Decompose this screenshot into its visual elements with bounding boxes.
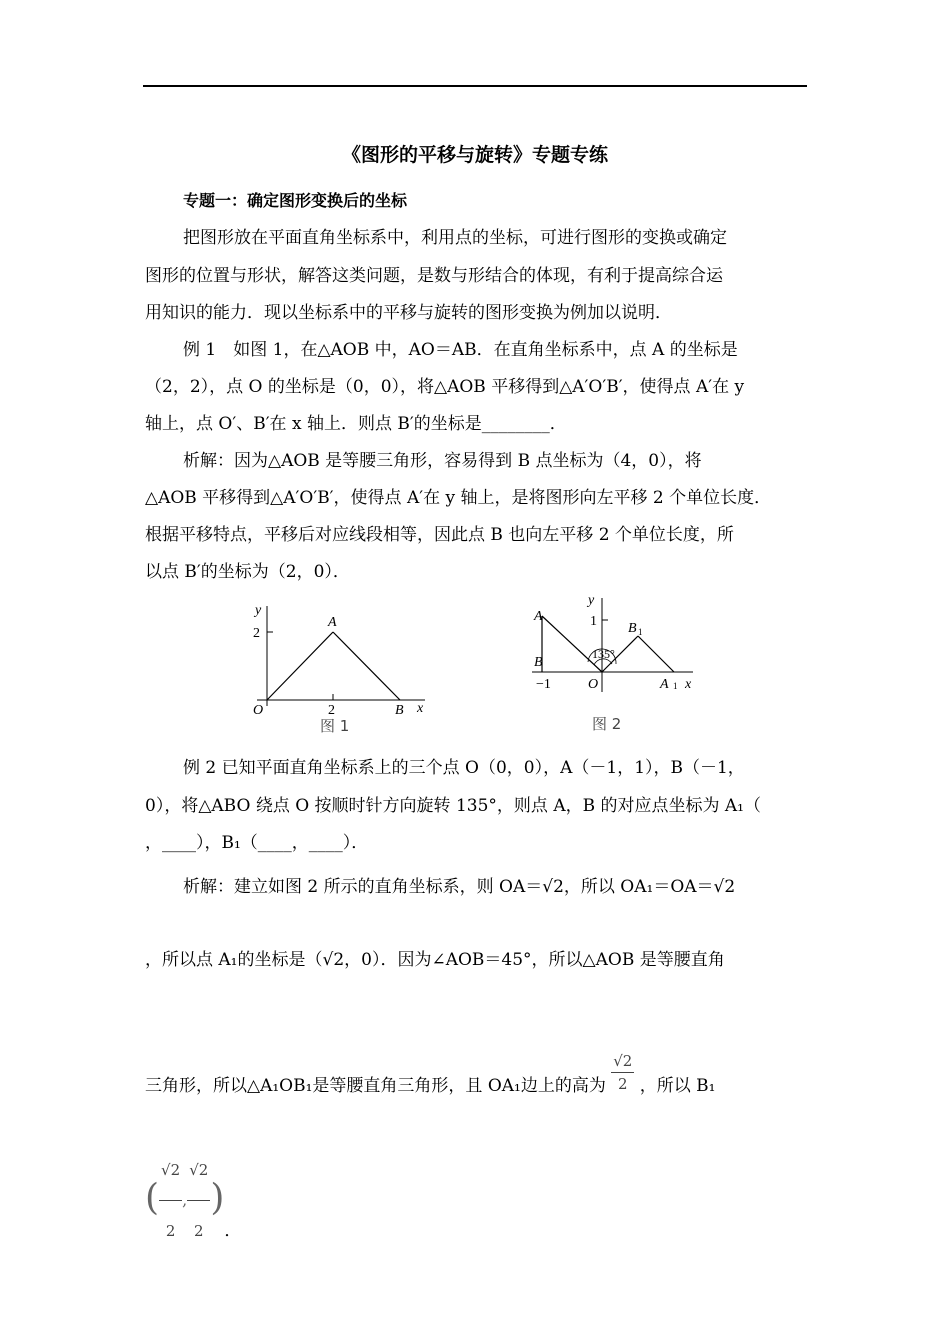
example2-line-2: 0），将△ABO 绕点 O 按顺时针方向旋转 135°，则点 A，B 的对应点坐标为 A₁（: [145, 796, 761, 816]
fig1-caption: 图 1: [320, 717, 350, 735]
fig2-caption: 图 2: [592, 715, 622, 733]
left-paren: (: [145, 1177, 160, 1219]
fig1-label-a: A: [328, 615, 337, 630]
b1-coordinate: [145, 1140, 810, 1261]
fig2-label-a1-sub: 1: [673, 681, 678, 691]
fig1-y-label: y: [255, 603, 262, 618]
figure-2: [528, 592, 708, 738]
fig2-x-tick-minus-1: −1: [536, 677, 551, 692]
fig1-label-b: B: [395, 703, 404, 718]
height-fraction: [611, 1050, 634, 1095]
intro-line-2: 图形的位置与形状，解答这类问题，是数与形结合的体现，有利于提高综合运: [145, 266, 723, 286]
comma: ,: [182, 1190, 188, 1210]
b1-x-den: 2: [165, 1222, 176, 1240]
example2-line-1: 例 2 已知平面直角坐标系上的三个点 O（0，0），A（－1，1），B（－1，: [183, 758, 745, 778]
solution2-line-2: ，所以点 A₁的坐标是（√2，0）．因为∠AOB＝45°，所以△AOB 是等腰直角: [145, 950, 725, 970]
fig2-label-b: B: [534, 655, 543, 670]
b1-x-num: √2: [159, 1140, 182, 1201]
fig2-label-b1-sub: 1: [638, 627, 643, 637]
end-period: ．: [224, 1221, 242, 1241]
example1-line-1: 例 1 如图 1，在△AOB 中，AO＝AB．在直角坐标系中，点 A 的坐标是: [183, 340, 738, 360]
solution1-line-4: 以点 B′的坐标为（2，0）．: [145, 562, 350, 582]
fig2-angle-label: 135°: [592, 647, 615, 661]
fig2-y-tick-1: 1: [590, 614, 597, 629]
example1-line-2: （2，2），点 O 的坐标是（0，0），将△AOB 平移得到△A′O′B′，使得点 A′在 y: [145, 377, 745, 397]
fig1-y-tick-2: 2: [253, 626, 260, 641]
solution2-line-3-text: 三角形，所以△A₁OB₁是等腰直角三角形，且 OA₁边上的高为: [145, 1076, 606, 1096]
example1-line-3: 轴上，点 O′、B′在 x 轴上．则点 B′的坐标是________．: [145, 414, 567, 434]
b1-y-num: √2: [187, 1140, 210, 1201]
fig2-label-o: O: [588, 677, 599, 692]
page-title: 《图形的平移与旋转》专题专练: [341, 144, 608, 166]
fig2-y-label: y: [588, 593, 595, 608]
example2-line-3: ，____），B₁（____，____）．: [145, 833, 369, 853]
b1-x-fraction: [159, 1140, 182, 1261]
solution2-line-1: 析解：建立如图 2 所示的直角坐标系，则 OA＝√2，所以 OA₁＝OA＝√2: [183, 877, 736, 897]
fig2-x-label: x: [685, 677, 692, 692]
solution2-line-3: [145, 1052, 810, 1109]
solution1-line-2: △AOB 平移得到△A′O′B′，使得点 A′在 y 轴上，是将图形向左平移 2 个单位长度．: [145, 488, 772, 508]
figure-1: [245, 598, 445, 738]
fig1-label-o: O: [253, 703, 264, 718]
right-paren: ): [210, 1177, 225, 1219]
header-rule: [143, 85, 807, 87]
fig2-label-a1: A: [660, 677, 669, 692]
intro-line-3: 用知识的能力．现以坐标系中的平移与旋转的图形变换为例加以说明．: [145, 303, 672, 323]
fig1-x-tick-2: 2: [328, 703, 335, 718]
fraction-numerator: √2: [611, 1050, 634, 1073]
fraction-denominator: 2: [618, 1075, 628, 1093]
fig1-x-label: x: [417, 701, 424, 716]
solution1-line-1: 析解：因为△AOB 是等腰三角形，容易得到 B 点坐标为（4，0），将: [183, 451, 702, 471]
solution2-line-3-tail: ，所以 B₁: [639, 1076, 716, 1096]
section-heading: 专题一：确定图形变换后的坐标: [183, 191, 408, 210]
b1-y-den: 2: [194, 1222, 204, 1240]
fig2-label-a: A: [534, 609, 543, 624]
solution1-line-3: 根据平移特点，平移后对应线段相等，因此点 B 也向左平移 2 个单位长度，所: [145, 525, 734, 545]
intro-line-1: 把图形放在平面直角坐标系中，利用点的坐标，可进行图形的变换或确定: [183, 228, 727, 248]
b1-y-fraction: [187, 1140, 210, 1261]
fig2-label-b1: B: [628, 621, 637, 636]
